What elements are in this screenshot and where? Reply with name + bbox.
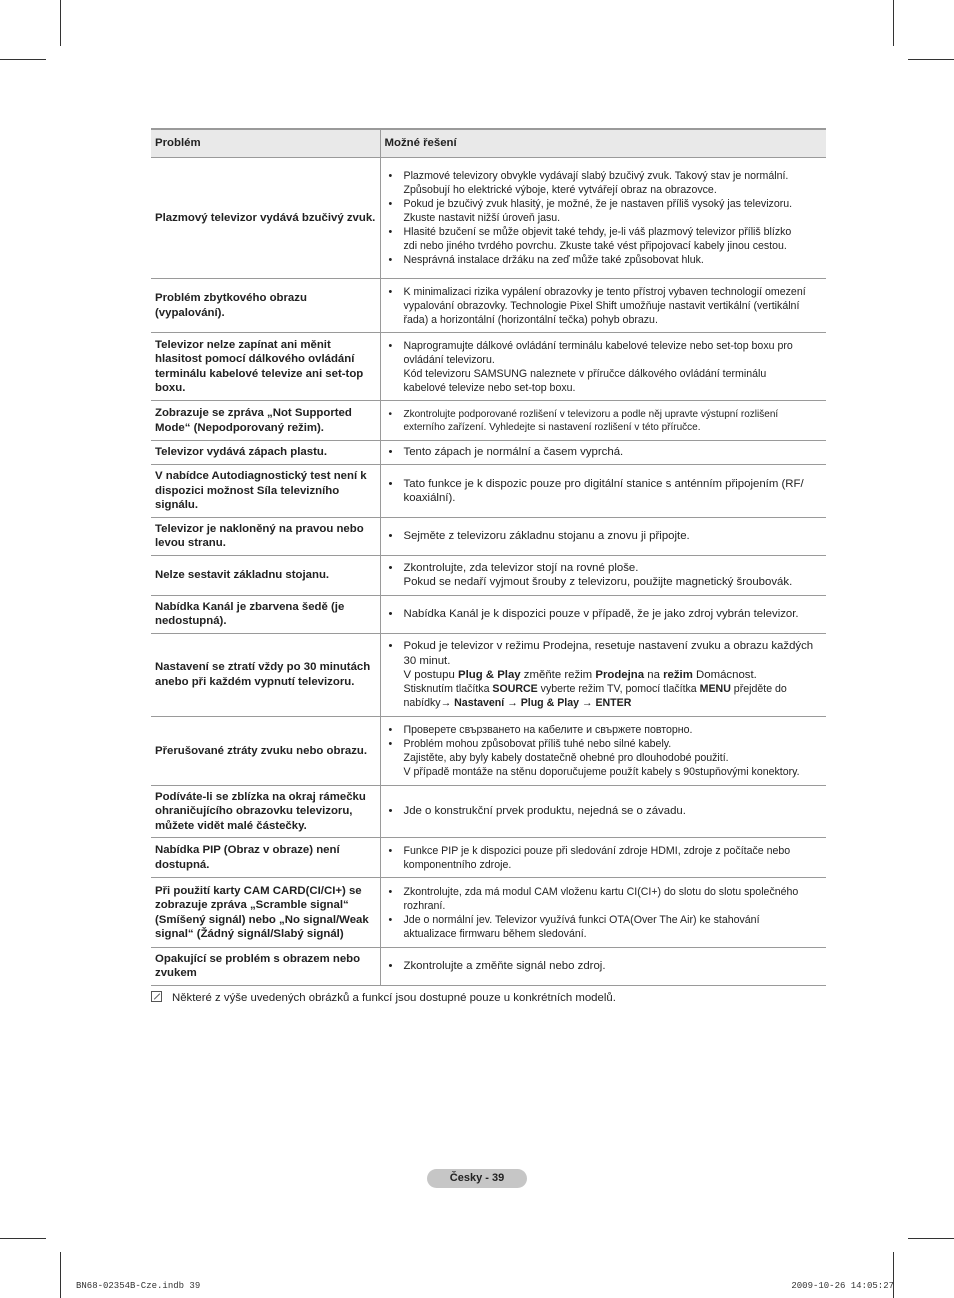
- solution-bullet: • Tato funkce je k dispozic pouze pro digitální stanice s anténním připojením (RF/ koaxiální).: [389, 477, 825, 506]
- solution-cell: [380, 878, 826, 948]
- crop-mark: [0, 59, 46, 60]
- solution-cell: [380, 633, 826, 716]
- solution-cell: [380, 279, 826, 333]
- table-row: [151, 838, 826, 878]
- problem-cell: Problém zbytkového obrazu (vypalování).: [151, 279, 380, 333]
- solution-bullet: • Sejměte z televizoru základnu stojanu a znovu ji připojte.: [389, 529, 825, 543]
- solution-bullet: • Проверете свързването на кабелите и свържете повторно.: [389, 723, 825, 737]
- troubleshooting-table: [151, 128, 826, 986]
- solution-bullet: • Problém mohou způsobovat příliš tuhé nebo silné kabely. Zajistěte, aby byly kabely dostatečně ohebné pro dlouhodobé použití. V případě montáže na stěnu doporučujeme použít kabely s 90stupňovými konektory.: [389, 737, 825, 779]
- problem-cell: Přerušované ztráty zvuku nebo obrazu.: [151, 716, 380, 785]
- solution-cell: [380, 595, 826, 633]
- print-footer-right: 2009-10-26 14:05:27: [791, 1281, 894, 1291]
- solution-cell: [380, 838, 826, 878]
- crop-mark: [908, 59, 954, 60]
- solution-cell: [380, 158, 826, 279]
- solution-cell: [380, 333, 826, 401]
- solution-bullet: • K minimalizaci rizika vypálení obrazovky je tento přístroj vybaven technologií omezení vypalování obrazovky. Technologie Pixel Shift umožňuje nastavit vertikální (vertikální řada) a horizontální (horizontální tečka) pohyb obrazu.: [389, 285, 825, 327]
- table-row: [151, 333, 826, 401]
- header-solution: Možné řešení: [380, 129, 826, 158]
- solution-bullet: • Zkontrolujte, zda má modul CAM vloženu kartu CI(CI+) do slotu do slotu společného rozhraní.: [389, 885, 825, 913]
- note-icon: [151, 991, 162, 1002]
- solution-cell: [380, 441, 826, 465]
- problem-cell: Opakující se problém s obrazem nebo zvukem: [151, 948, 380, 986]
- problem-cell: Zobrazuje se zpráva „Not Supported Mode“ (Nepodporovaný režim).: [151, 401, 380, 441]
- page-number-badge: Česky - 39: [427, 1169, 527, 1188]
- table-row: [151, 401, 826, 441]
- table-row: [151, 785, 826, 837]
- solution-bullet: • Jde o konstrukční prvek produktu, nejedná se o závadu.: [389, 804, 825, 818]
- problem-cell: Při použití karty CAM CARD(CI/CI+) se zobrazuje zpráva „Scramble signal“ (Smíšený signál) nebo „No signal/Weak signal“ (Žádný signál/Slabý signál): [151, 878, 380, 948]
- problem-cell: Podíváte-li se zblízka na okraj rámečku ohraničujícího obrazovku televizoru, můžete vidět malé částečky.: [151, 785, 380, 837]
- solution-bullet: • Funkce PIP je k dispozici pouze při sledování zdroje HDMI, zdroje z počítače nebo komponentního zdroje.: [389, 844, 825, 872]
- solution-bullet: • Jde o normální jev. Televizor využívá funkci OTA(Over The Air) ke stahování aktualizace firmwaru během sledování.: [389, 913, 825, 941]
- problem-cell: Televizor nelze zapínat ani měnit hlasitost pomocí dálkového ovládání terminálu kabelové televize ani set-top boxu.: [151, 333, 380, 401]
- solution-bullet: • Nesprávná instalace držáku na zeď může také způsobovat hluk.: [389, 253, 825, 267]
- solution-cell: [380, 716, 826, 785]
- table-row: [151, 716, 826, 785]
- solution-bullet: • Zkontrolujte a změňte signál nebo zdroj.: [389, 959, 825, 973]
- table-row: [151, 878, 826, 948]
- table-row: [151, 465, 826, 518]
- crop-mark: [893, 1252, 894, 1298]
- problem-cell: Televizor vydává zápach plastu.: [151, 441, 380, 465]
- table-header-row: [151, 129, 826, 158]
- footnote: [151, 991, 616, 1005]
- table-row: [151, 633, 826, 716]
- solution-bullet: • Zkontrolujte podporované rozlišení v televizoru a podle něj upravte výstupní rozlišení externího zařízení. Vyhledejte si nastavení rozlišení v této příručce.: [389, 408, 825, 434]
- solution-bullet: • Nabídka Kanál je k dispozici pouze v případě, že je jako zdroj vybrán televizor.: [389, 607, 825, 621]
- problem-cell: V nabídce Autodiagnostický test není k dispozici možnost Síla televizního signálu.: [151, 465, 380, 518]
- problem-cell: Plazmový televizor vydává bzučivý zvuk.: [151, 158, 380, 279]
- table-row: [151, 948, 826, 986]
- solution-bullet: • Hlasité bzučení se může objevit také tehdy, je-li váš plazmový televizor příliš blízko zdi nebo jiného tvrdého povrchu. Zkuste také vést připojovací kabely jinou cestou.: [389, 225, 825, 253]
- problem-cell: Televizor je nakloněný na pravou nebo levou stranu.: [151, 518, 380, 556]
- table-row: [151, 555, 826, 595]
- table-row: [151, 279, 826, 333]
- solution-bullet: • Plazmové televizory obvykle vydávají slabý bzučivý zvuk. Takový stav je normální. Způsobují ho elektrické výboje, které vytvářejí obraz na obrazovce.: [389, 169, 825, 197]
- solution-cell: [380, 465, 826, 518]
- header-problem: Problém: [151, 129, 380, 158]
- solution-cell: [380, 555, 826, 595]
- solution-cell: [380, 785, 826, 837]
- crop-mark: [60, 0, 61, 46]
- table-row: [151, 441, 826, 465]
- solution-cell: [380, 518, 826, 556]
- crop-mark: [893, 0, 894, 46]
- table-row: [151, 158, 826, 279]
- solution-cell: [380, 948, 826, 986]
- problem-cell: Nelze sestavit základnu stojanu.: [151, 555, 380, 595]
- solution-bullet: • Zkontrolujte, zda televizor stojí na rovné ploše. Pokud se nedaří vyjmout šrouby z televizoru, použijte magnetický šroubovák.: [389, 561, 825, 590]
- solution-bullet: • Pokud je televizor v režimu Prodejna, resetuje nastavení zvuku a obrazu každých 30 minut. V postupu Plug & Play změňte režim Prodejna na režim Domácnost. Stisknutím tlačítka SOURCE vyberte režim TV, pomocí tlačítka MENU přejděte do nabídky→ Nastavení → Plug & Play → ENTER: [389, 639, 825, 710]
- crop-mark: [0, 1238, 46, 1239]
- problem-cell: Nabídka PIP (Obraz v obraze) není dostupná.: [151, 838, 380, 878]
- solution-bullet: • Naprogramujte dálkové ovládání terminálu kabelové televize nebo set-top boxu pro ovládání televizoru. Kód televizoru SAMSUNG naleznete v příručce dálkového ovládání terminálu kabelové televize nebo set-top boxu.: [389, 339, 825, 395]
- table-row: [151, 518, 826, 556]
- table-row: [151, 595, 826, 633]
- print-footer-left: BN68-02354B-Cze.indb 39: [76, 1281, 201, 1291]
- solution-bullet: • Pokud je bzučivý zvuk hlasitý, je možné, že je nastaven příliš vysoký jas televizoru. Zkuste nastavit nižší úroveň jasu.: [389, 197, 825, 225]
- problem-cell: Nabídka Kanál je zbarvena šedě (je nedostupná).: [151, 595, 380, 633]
- solution-bullet: • Tento zápach je normální a časem vyprchá.: [389, 445, 825, 459]
- crop-mark: [60, 1252, 61, 1298]
- problem-cell: Nastavení se ztratí vždy po 30 minutách anebo při každém vypnutí televizoru.: [151, 633, 380, 716]
- crop-mark: [908, 1238, 954, 1239]
- footnote-text: Některé z výše uvedených obrázků a funkcí jsou dostupné pouze u konkrétních modelů.: [172, 992, 616, 1004]
- solution-cell: [380, 401, 826, 441]
